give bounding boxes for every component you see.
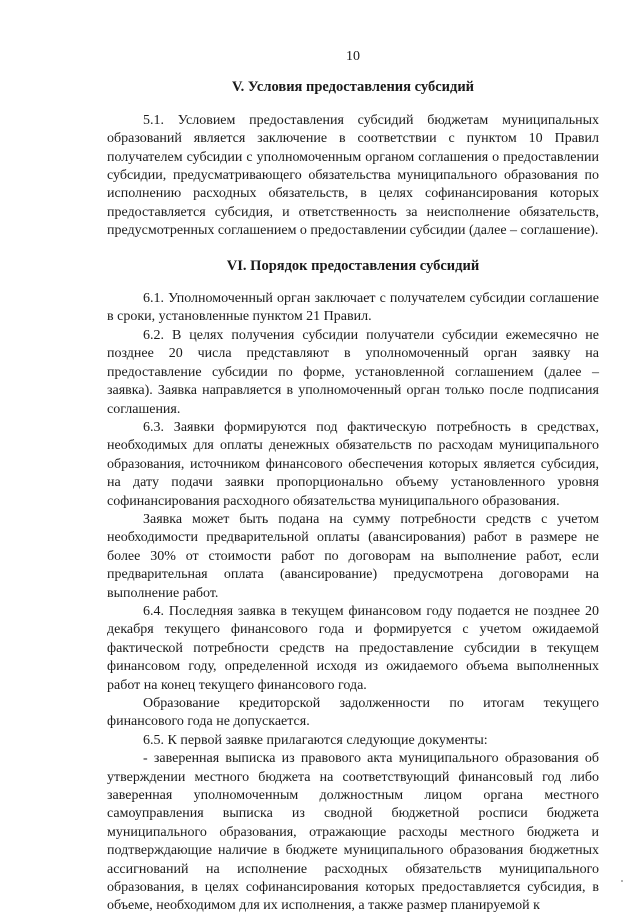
paragraph-6-4-debt: Образование кредиторской задолженности по итогам текущего финансового года не допускается. — [107, 696, 599, 730]
page-number: 10 — [346, 49, 360, 64]
paragraph-6-4: 6.4. Последняя заявка в текущем финансовом году подается не позднее 20 декабря текущего финансового года и формируется с учетом ожидаемой фактической потребности средств на предоставление субсидии в текущем финансовом году, определенной исходя из ожидаемого объема выполненных работ на конец текущего финансового года. — [107, 603, 599, 693]
paragraph-6-5: 6.5. К первой заявке прилагаются следующие документы: — [143, 732, 488, 748]
paragraph-6-2: 6.2. В целях получения субсидии получатели субсидии ежемесячно не позднее 20 числа представляют в уполномоченный орган заявку на предоставление субсидии по форме, установленной соглашением (далее – заявка). Заявка направляется в уполномоченный орган только после подписания соглашения. — [107, 327, 599, 417]
section-6-heading: VI. Порядок предоставления субсидий — [226, 257, 480, 274]
paragraph-5-1: 5.1. Условием предоставления субсидий бюджетам муниципальных образований является заключение в соответствии с пунктом 10 Правил получателем субсидии с уполномоченным органом соглашения о предоставлении субсидии, предусматривающего обязательства муниципального образования по исполнению расходных обязательств, в целях софинансирования которых предоставляется субсидия, и ответственность за неисполнение обязательств, предусмотренных соглашением о предоставлении субсидии (далее – соглашение). — [107, 112, 599, 239]
section-5-heading: V. Условия предоставления субсидий — [231, 79, 475, 96]
document-page — [107, 48, 599, 916]
paragraph-6-5-item-1: - заверенная выписка из правового акта муниципального образования об утверждении местного бюджета на соответствующий финансовый год либо заверенная уполномоченным должностным лицом органа местного самоуправления выписка из сводной бюджетной росписи бюджета муниципального образования, отражающие расходы местного бюджета и подтверждающие наличие в бюджете муниципального образования бюджетных ассигнований на исполнение расходных обязательств муниципального образования, в целях софинансирования которых предоставляется субсидия, в объеме, необходимом для их исполнения, а также размер планируемой к — [107, 751, 599, 914]
paragraph-6-1: 6.1. Уполномоченный орган заключает с получателем субсидии соглашение в сроки, установленные пунктом 21 Правил. — [107, 291, 599, 325]
scan-speck — [621, 880, 623, 882]
paragraph-6-3: 6.3. Заявки формируются под фактическую потребность в средствах, необходимых для оплаты денежных обязательств по расходам муниципального образования, источником финансового обеспечения которых является субсидия, на дату подачи заявки пропорционально объему установленного уровня софинансирования расходного обязательства муниципального образования. — [107, 419, 599, 509]
paragraph-6-3-advance: Заявка может быть подана на сумму потребности средств с учетом необходимости предварительной оплаты (авансирования) работ в размере не более 30% от стоимости работ по договорам на выполнение работ, если предварительная оплата (авансирование) предусмотрена договорами на выполнение работ. — [107, 511, 599, 601]
